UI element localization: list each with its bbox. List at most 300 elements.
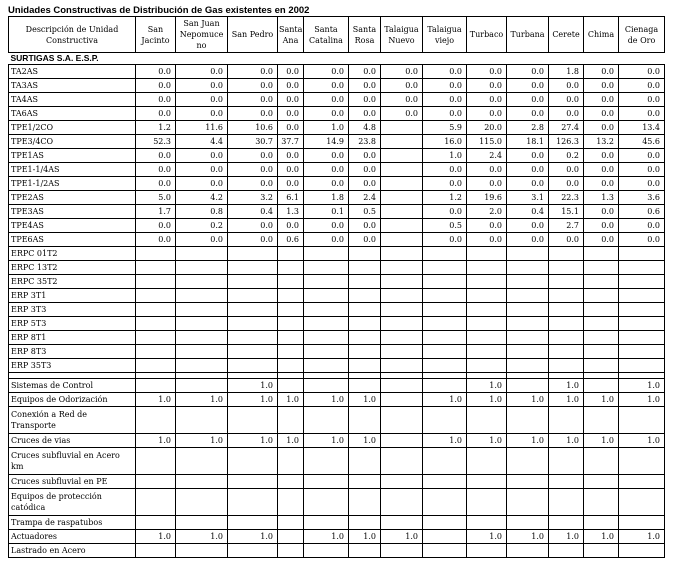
table-row [9,434,665,448]
value-cell [136,475,176,489]
value-cell [584,275,619,289]
value-cell: 0.0 [507,163,549,177]
value-cell [467,359,507,373]
value-cell: 1.0 [228,434,278,448]
value-cell: 1.0 [136,434,176,448]
value-cell [136,407,176,434]
value-cell [381,434,423,448]
value-cell [619,275,665,289]
value-cell [467,275,507,289]
value-cell: 0.0 [136,163,176,177]
value-cell: 1.7 [136,205,176,219]
value-cell [278,261,304,275]
row-label: TPE4AS [9,219,136,233]
value-cell: 1.0 [619,434,665,448]
value-cell: 1.0 [304,530,349,544]
row-label: TPE6AS [9,233,136,247]
table-row [9,544,665,558]
value-cell [584,345,619,359]
value-cell: 0.6 [278,233,304,247]
column-header: Santa Catalina [304,17,349,53]
column-header: Descripción de Unidad Constructiva [9,17,136,53]
value-cell [136,489,176,516]
value-cell [278,489,304,516]
value-cell: 0.0 [228,163,278,177]
value-cell [278,544,304,558]
value-cell [381,303,423,317]
value-cell: 0.0 [304,107,349,121]
value-cell: 0.5 [423,219,467,233]
value-cell: 1.0 [467,379,507,393]
value-cell [349,379,381,393]
value-cell [507,359,549,373]
value-cell: 1.0 [136,393,176,407]
value-cell: 1.0 [136,530,176,544]
row-label: TPE3/4CO [9,135,136,149]
value-cell [136,261,176,275]
value-cell: 0.0 [584,121,619,135]
value-cell [507,289,549,303]
value-cell [467,345,507,359]
value-cell [349,275,381,289]
value-cell: 1.0 [304,121,349,135]
value-cell [619,247,665,261]
header-row [9,17,665,53]
value-cell: 1.0 [507,530,549,544]
value-cell: 1.0 [176,393,228,407]
value-cell: 0.0 [423,163,467,177]
value-cell [349,489,381,516]
value-cell [176,489,228,516]
column-header: San Jacinto [136,17,176,53]
value-cell [228,261,278,275]
value-cell [423,247,467,261]
value-cell [304,275,349,289]
value-cell [176,407,228,434]
value-cell: 0.0 [467,79,507,93]
value-cell: 0.8 [176,205,228,219]
value-cell [278,379,304,393]
row-label: ERP 3T3 [9,303,136,317]
value-cell [507,261,549,275]
value-cell [176,475,228,489]
value-cell [619,489,665,516]
value-cell [584,303,619,317]
value-cell [304,475,349,489]
value-cell [228,303,278,317]
value-cell [423,475,467,489]
value-cell: 0.0 [584,163,619,177]
value-cell [423,331,467,345]
value-cell: 1.0 [349,393,381,407]
value-cell: 37.7 [278,135,304,149]
table-row [9,530,665,544]
value-cell: 0.0 [381,79,423,93]
value-cell: 0.0 [507,219,549,233]
value-cell: 0.0 [423,79,467,93]
value-cell [304,448,349,475]
table-row [9,191,665,205]
value-cell: 0.0 [423,93,467,107]
value-cell: 0.0 [619,177,665,191]
value-cell [507,407,549,434]
value-cell [381,247,423,261]
value-cell: 0.0 [423,65,467,79]
value-cell: 0.0 [228,79,278,93]
value-cell [619,289,665,303]
value-cell [304,303,349,317]
value-cell: 5.9 [423,121,467,135]
column-header: Turbaco [467,17,507,53]
value-cell [381,191,423,205]
table-row [9,79,665,93]
value-cell [584,489,619,516]
table-row [9,233,665,247]
table-row [9,379,665,393]
value-cell [467,289,507,303]
value-cell: 0.0 [304,219,349,233]
value-cell: 1.0 [228,530,278,544]
value-cell: 6.1 [278,191,304,205]
value-cell [304,247,349,261]
table-row [9,121,665,135]
value-cell [278,303,304,317]
value-cell [136,303,176,317]
value-cell: 0.0 [381,65,423,79]
table-row [9,393,665,407]
value-cell [176,261,228,275]
value-cell [304,407,349,434]
value-cell [176,544,228,558]
value-cell [381,407,423,434]
value-cell: 1.8 [304,191,349,205]
value-cell [381,177,423,191]
value-cell: 0.0 [507,107,549,121]
table-row [9,289,665,303]
value-cell [423,359,467,373]
value-cell: 2.7 [549,219,584,233]
value-cell [278,289,304,303]
value-cell: 2.0 [467,205,507,219]
value-cell: 0.0 [136,65,176,79]
value-cell [349,359,381,373]
company-name: SURTIGAS S.A. E.S.P. [9,53,665,65]
value-cell [619,359,665,373]
value-cell [381,163,423,177]
value-cell [467,331,507,345]
value-cell: 4.2 [176,191,228,205]
value-cell: 0.0 [278,163,304,177]
row-label: TPE2AS [9,191,136,205]
value-cell [304,317,349,331]
value-cell [584,359,619,373]
value-cell [584,261,619,275]
value-cell: 13.2 [584,135,619,149]
value-cell [423,516,467,530]
value-cell: 0.0 [136,93,176,107]
value-cell [136,289,176,303]
value-cell: 13.4 [619,121,665,135]
value-cell: 11.6 [176,121,228,135]
value-cell: 1.0 [228,379,278,393]
value-cell [619,345,665,359]
value-cell [584,289,619,303]
table-row [9,489,665,516]
value-cell: 0.0 [304,163,349,177]
value-cell: 0.0 [619,93,665,107]
value-cell: 0.0 [278,177,304,191]
column-header: Chima [584,17,619,53]
value-cell: 2.4 [467,149,507,163]
value-cell [349,303,381,317]
value-cell [136,317,176,331]
value-cell [549,475,584,489]
value-cell [423,261,467,275]
value-cell: 0.0 [304,65,349,79]
value-cell [278,331,304,345]
value-cell: 3.6 [619,191,665,205]
table-row [9,177,665,191]
value-cell [467,317,507,331]
value-cell [228,448,278,475]
value-cell [381,544,423,558]
value-cell [467,261,507,275]
value-cell: 0.6 [619,205,665,219]
row-label: TA3AS [9,79,136,93]
value-cell [549,448,584,475]
value-cell [349,289,381,303]
value-cell: 0.0 [584,93,619,107]
value-cell [349,448,381,475]
value-cell: 0.0 [584,107,619,121]
value-cell [349,516,381,530]
value-cell [619,448,665,475]
value-cell [136,379,176,393]
value-cell [549,331,584,345]
value-cell [381,475,423,489]
value-cell: 4.4 [176,135,228,149]
value-cell [381,516,423,530]
value-cell: 1.0 [467,393,507,407]
value-cell [507,516,549,530]
value-cell [507,475,549,489]
value-cell: 0.0 [584,149,619,163]
value-cell: 0.0 [349,219,381,233]
row-label: Equipos de protección catódica [9,489,136,516]
value-cell: 0.0 [549,79,584,93]
row-label: Equipos de Odorización [9,393,136,407]
value-cell [176,448,228,475]
value-cell: 1.0 [549,393,584,407]
value-cell: 0.0 [584,177,619,191]
value-cell: 0.0 [278,79,304,93]
value-cell: 115.0 [467,135,507,149]
value-cell: 16.0 [423,135,467,149]
table-row [9,475,665,489]
value-cell [584,448,619,475]
value-cell [423,407,467,434]
value-cell: 0.0 [619,79,665,93]
value-cell: 0.0 [176,149,228,163]
value-cell [423,317,467,331]
value-cell: 1.8 [549,65,584,79]
value-cell: 1.0 [423,393,467,407]
column-header: San Pedro [228,17,278,53]
value-cell: 2.4 [349,191,381,205]
value-cell: 1.0 [381,530,423,544]
value-cell [349,407,381,434]
table-row [9,331,665,345]
value-cell [619,407,665,434]
row-label: ERP 5T3 [9,317,136,331]
value-cell [278,247,304,261]
value-cell [228,247,278,261]
table-row [9,303,665,317]
row-label: TA6AS [9,107,136,121]
row-label: TPE1-1/2AS [9,177,136,191]
value-cell [507,544,549,558]
value-cell: 1.0 [304,393,349,407]
value-cell: 0.0 [176,93,228,107]
value-cell: 0.0 [176,65,228,79]
value-cell: 0.0 [423,233,467,247]
value-cell: 0.2 [549,149,584,163]
value-cell: 0.0 [349,233,381,247]
value-cell [228,317,278,331]
value-cell: 0.0 [549,107,584,121]
value-cell: 0.0 [136,149,176,163]
value-cell [176,247,228,261]
value-cell [381,205,423,219]
table-row [9,65,665,79]
column-header: Cerete [549,17,584,53]
value-cell: 0.0 [467,65,507,79]
table-row [9,247,665,261]
value-cell [549,303,584,317]
value-cell: 1.2 [423,191,467,205]
value-cell [549,544,584,558]
value-cell [549,359,584,373]
value-cell [136,516,176,530]
value-cell [304,379,349,393]
row-label: Sistemas de Control [9,379,136,393]
value-cell: 0.0 [507,149,549,163]
value-cell: 0.0 [507,65,549,79]
value-cell [278,359,304,373]
value-cell [381,233,423,247]
value-cell [584,247,619,261]
row-label: ERPC 01T2 [9,247,136,261]
value-cell [549,289,584,303]
value-cell: 0.0 [619,65,665,79]
table-row [9,407,665,434]
value-cell [467,475,507,489]
value-cell [619,303,665,317]
value-cell [423,345,467,359]
value-cell: 22.3 [549,191,584,205]
value-cell [278,407,304,434]
value-cell [423,303,467,317]
value-cell: 0.0 [349,79,381,93]
value-cell [176,289,228,303]
value-cell: 0.0 [278,107,304,121]
value-cell: 1.0 [549,530,584,544]
value-cell [584,331,619,345]
value-cell: 0.0 [228,149,278,163]
value-cell: 1.0 [549,379,584,393]
value-cell [381,359,423,373]
value-cell [278,345,304,359]
value-cell [349,475,381,489]
value-cell: 15.1 [549,205,584,219]
value-cell: 0.4 [507,205,549,219]
value-cell [228,489,278,516]
value-cell: 0.0 [423,205,467,219]
value-cell [136,544,176,558]
value-cell: 0.0 [278,93,304,107]
value-cell: 0.0 [381,93,423,107]
value-cell [381,149,423,163]
value-cell [619,317,665,331]
row-label: TPE1/2CO [9,121,136,135]
value-cell: 10.6 [228,121,278,135]
value-cell: 0.0 [584,233,619,247]
value-cell: 0.0 [304,93,349,107]
value-cell [381,261,423,275]
value-cell [381,448,423,475]
value-cell [423,530,467,544]
table-row [9,219,665,233]
value-cell: 0.0 [304,177,349,191]
value-cell: 0.0 [304,233,349,247]
row-label: Conexión a Red de Transporte [9,407,136,434]
value-cell: 0.0 [423,177,467,191]
value-cell: 45.6 [619,135,665,149]
value-cell [619,261,665,275]
row-label: Trampa de raspatubos [9,516,136,530]
value-cell: 1.0 [176,530,228,544]
value-cell: 2.8 [507,121,549,135]
value-cell [228,359,278,373]
document-title: Unidades Constructivas de Distribución de Gas existentes en 2002 [8,5,310,16]
value-cell [176,331,228,345]
row-label: ERPC 35T2 [9,275,136,289]
column-header: Talaigua Nuevo [381,17,423,53]
value-cell [176,359,228,373]
value-cell: 0.0 [176,233,228,247]
column-header: San Juan Nepomuce no [176,17,228,53]
value-cell: 0.0 [349,163,381,177]
value-cell: 0.4 [228,205,278,219]
value-cell: 1.0 [423,149,467,163]
value-cell: 0.0 [176,163,228,177]
value-cell [423,544,467,558]
value-cell: 3.2 [228,191,278,205]
value-cell [304,261,349,275]
value-cell [304,359,349,373]
value-cell [349,544,381,558]
value-cell: 1.3 [278,205,304,219]
value-cell [278,530,304,544]
value-cell: 1.0 [619,379,665,393]
document-page [8,5,664,558]
value-cell: 1.0 [228,393,278,407]
value-cell [136,345,176,359]
value-cell [304,331,349,345]
table-row [9,317,665,331]
value-cell: 1.0 [507,393,549,407]
value-cell [507,275,549,289]
